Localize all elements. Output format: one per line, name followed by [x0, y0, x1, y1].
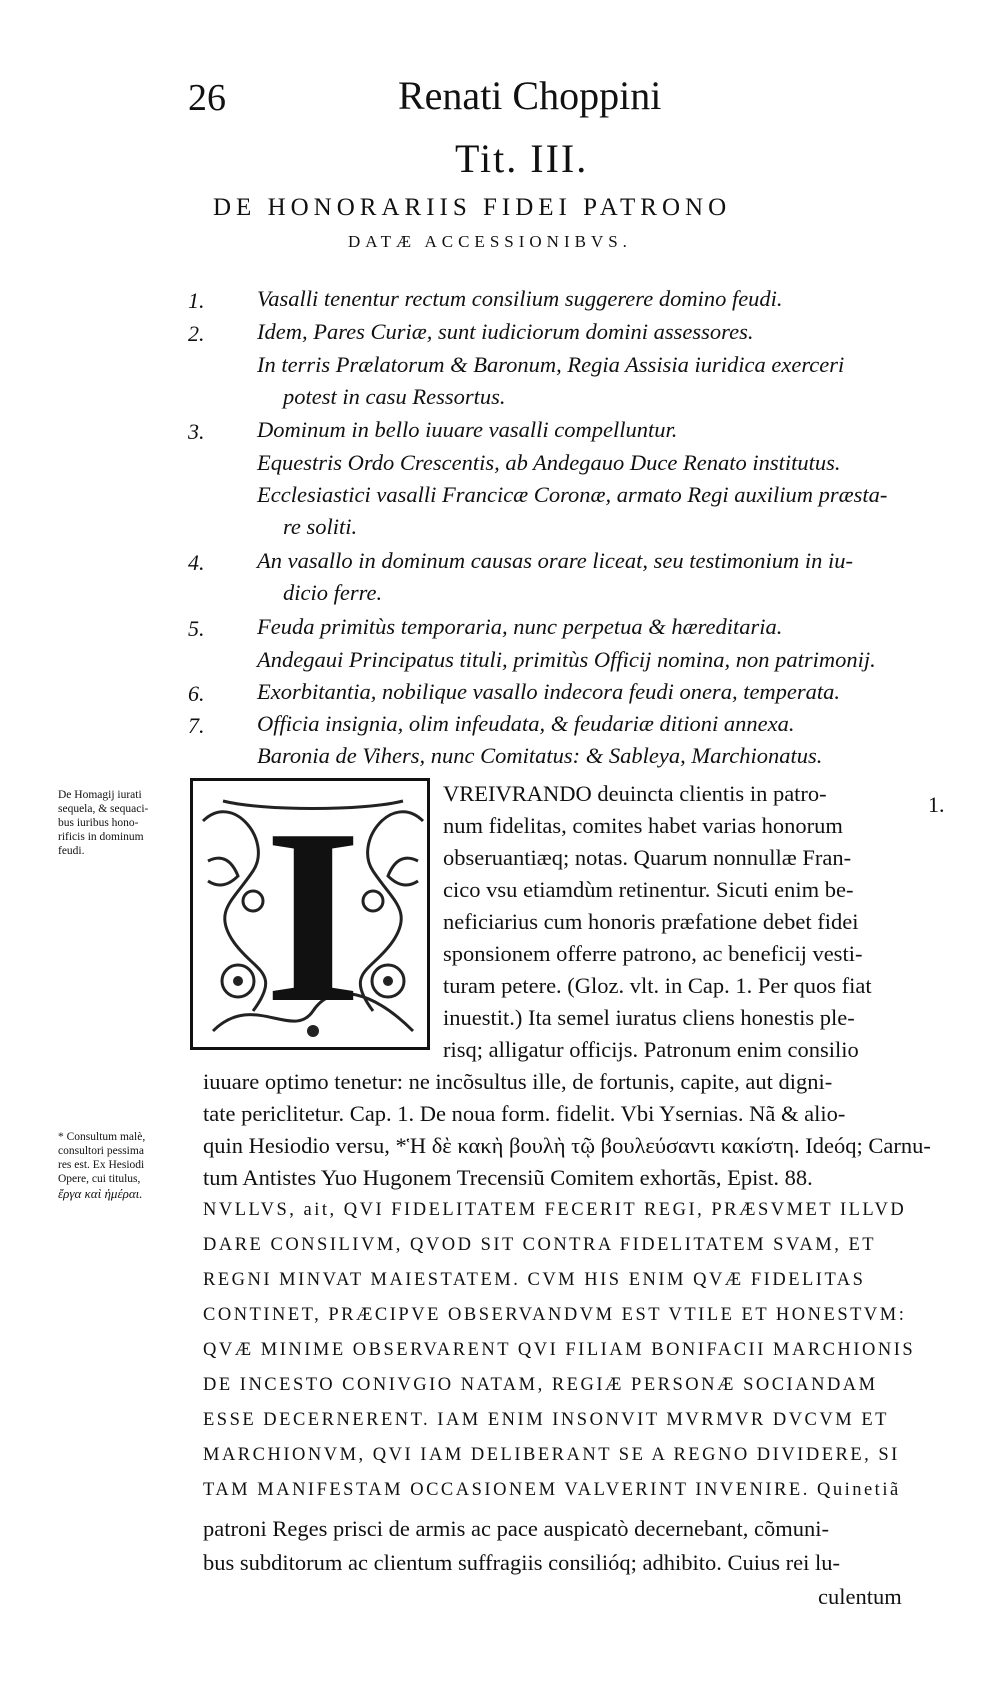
margin-note-line: feudi. — [58, 845, 85, 857]
ornamental-drop-cap — [190, 778, 430, 1050]
catchword: culentum — [818, 1584, 902, 1609]
margin-note-line: rificis in dominum — [58, 831, 144, 843]
summary-line: Officia insignia, olim infeudata, & feudariæ ditioni annexa. — [257, 711, 795, 736]
body-caps-line: REGNI MINVAT MAIESTATEM. CVM HIS ENIM QVÆ FIDELITAS — [203, 1270, 866, 1290]
summary-line: Baronia de Vihers, nunc Comitatus: & Sableya, Marchionatus. — [257, 743, 823, 768]
body-caps-line: DE INCESTO CONIVGIO NATAM, REGIÆ PERSONÆ SOCIANDAM — [203, 1375, 878, 1395]
summary-line: Feuda primitùs temporaria, nunc perpetua & hæreditaria. — [257, 614, 783, 639]
margin-note-greek: ἔργα καὶ ἡμέραι. — [58, 1186, 143, 1201]
body-line: turam petere. (Gloz. vlt. in Cap. 1. Per quos fiat — [443, 973, 872, 998]
summary-line: Andegaui Principatus tituli, primitùs Officij nomina, non patrimonij. — [257, 647, 876, 672]
summary-number: 1. — [188, 288, 205, 313]
summary-number: 7. — [188, 713, 205, 738]
body-caps-line: DARE CONSILIVM, QVOD SIT CONTRA FIDELITATEM SVAM, ET — [203, 1235, 877, 1255]
body-line: neficiarius cum honoris præfatione debet fidei — [443, 909, 859, 934]
margin-note-line: bus iuribus hono- — [58, 817, 139, 829]
body-line: VREIVRANDO deuincta clientis in patro- — [443, 781, 827, 806]
body-line: bus subditorum ac clientum suffragiis consilióq; adhibito. Cuius rei lu- — [203, 1550, 841, 1575]
body-caps-line: TAM MANIFESTAM OCCASIONEM VALVERINT INVENIRE. Quinetiã — [203, 1480, 901, 1500]
body-line: obseruantiæq; notas. Quarum nonnullæ Fran- — [443, 845, 852, 870]
body-line: sponsionem offerre patrono, ac beneficij vesti- — [443, 941, 863, 966]
summary-number: 3. — [188, 419, 205, 444]
summary-number: 5. — [188, 616, 205, 641]
summary-line: dicio ferre. — [283, 580, 383, 605]
margin-note-line: consultori pessima — [58, 1145, 144, 1157]
summary-line: re soliti. — [283, 514, 358, 539]
summary-number: 2. — [188, 321, 205, 346]
summary-line: Exorbitantia, nobilique vasallo indecora feudi onera, temperata. — [257, 679, 841, 704]
running-head: Renati Choppini — [398, 73, 662, 118]
margin-note-line: Opere, cui titulus, — [58, 1173, 141, 1185]
drop-cap-letter: I — [264, 778, 362, 1050]
body-line: risq; alligatur officijs. Patronum enim consilio — [443, 1037, 859, 1062]
body-caps-line: QVÆ MINIME OBSERVARENT QVI FILIAM BONIFACII MARCHIONIS — [203, 1340, 916, 1360]
summary-line: Equestris Ordo Crescentis, ab Andegauo Duce Renato institutus. — [257, 450, 841, 475]
summary-number: 6. — [188, 681, 205, 706]
summary-line: An vasallo in dominum causas orare liceat, seu testimonium in iu- — [257, 548, 853, 573]
summary-line: Idem, Pares Curiæ, sunt iudiciorum domini assessores. — [257, 319, 754, 344]
margin-note-line: sequela, & sequaci- — [58, 803, 149, 815]
section-subheading: DATÆ ACCESSIONIBVS. — [348, 232, 632, 251]
body-caps-line: ESSE DECERNERENT. IAM ENIM INSONVIT MVRMVR DVCVM ET — [203, 1410, 889, 1430]
summary-line: potest in casu Ressortus. — [283, 384, 506, 409]
body-line: tate periclitetur. Cap. 1. De noua form. fidelit. Vbi Ysernias. Nã & alio- — [203, 1101, 846, 1126]
section-heading: DE HONORARIIS FIDEI PATRONO — [213, 194, 732, 221]
margin-note-line: De Homagij iurati — [58, 789, 142, 801]
body-line: num fidelitas, comites habet varias honorum — [443, 813, 843, 838]
summary-number: 4. — [188, 550, 205, 575]
body-line: patroni Reges prisci de armis ac pace auspicatò decernebant, cõmuni- — [203, 1516, 829, 1541]
summary-line: Dominum in bello iuuare vasalli compelluntur. — [257, 417, 678, 442]
title-label: Tit. III. — [455, 136, 589, 181]
summary-line: In terris Prælatorum & Baronum, Regia Assisia iuridica exerceri — [257, 352, 845, 377]
margin-note-line: * Consultum malè, — [58, 1131, 146, 1143]
summary-line: Ecclesiastici vasalli Francicæ Coronæ, armato Regi auxilium præsta- — [257, 482, 888, 507]
summary-line: Vasalli tenentur rectum consilium suggerere domino feudi. — [257, 286, 783, 311]
body-line: iuuare optimo tenetur: ne incõsultus ille, de fortunis, capite, aut digni- — [203, 1069, 833, 1094]
body-line: inuestit.) Ita semel iuratus cliens honestis ple- — [443, 1005, 855, 1030]
body-line: cico vsu etiamdùm retinentur. Sicuti enim be- — [443, 877, 854, 902]
body-caps-line: NVLLVS, ait, QVI FIDELITATEM FECERIT REGI, PRÆSVMET ILLVD — [203, 1200, 907, 1220]
body-line: quin Hesiodio versu, *Ἡ δὲ κακὴ βουλὴ τῷ βουλεύσαντι κακίστη. Ideóq; Carnu- — [203, 1133, 931, 1158]
body-line: tum Antistes Yuo Hugonem Trecensiũ Comitem exhortãs, Epist. 88. — [203, 1165, 813, 1190]
margin-note-line: res est. Ex Hesiodi — [58, 1159, 145, 1171]
paragraph-number: 1. — [928, 792, 945, 817]
body-caps-line: CONTINET, PRÆCIPVE OBSERVANDVM EST VTILE ET HONESTVM: — [203, 1305, 907, 1325]
body-caps-line: MARCHIONVM, QVI IAM DELIBERANT SE A REGNO DIVIDERE, SI — [203, 1445, 900, 1465]
page-number: 26 — [188, 77, 226, 119]
